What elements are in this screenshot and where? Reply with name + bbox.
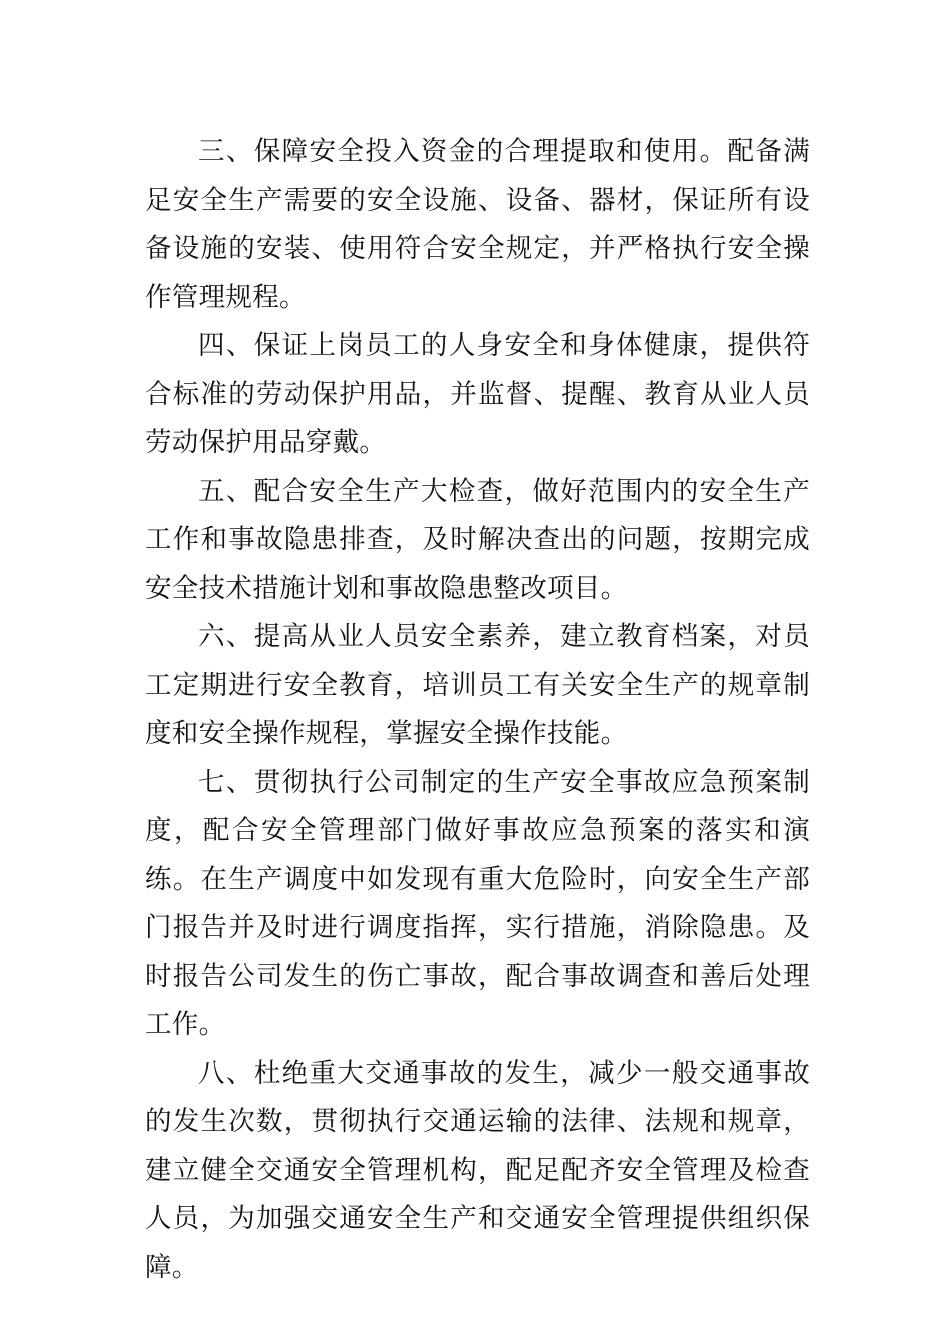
document-body xyxy=(145,128,810,1292)
paragraph-3: 三、保障安全投入资金的合理提取和使用。配备满足安全生产需要的安全设施、设备、器材，保证所有设备设施的安装、使用符合安全规定，并严格执行安全操作管理规程。 xyxy=(145,136,810,313)
paragraph-7: 七、贯彻执行公司制定的生产安全事故应急预案制度，配合安全管理部门做好事故应急预案的落实和演练。在生产调度中如发现有重大危险时，向安全生产部门报告并及时进行调度指挥，实行措施，消除隐患。及时报告公司发生的伤亡事故，配合事故调查和善后处理工作。 xyxy=(145,766,810,1040)
paragraph-6: 六、提高从业人员安全素养，建立教育档案，对员工定期进行安全教育，培训员工有关安全生产的规章制度和安全操作规程，掌握安全操作技能。 xyxy=(145,621,810,749)
paragraph-4: 四、保证上岗员工的人身安全和身体健康，提供符合标准的劳动保护用品，并监督、提醒、教育从业人员劳动保护用品穿戴。 xyxy=(145,330,810,458)
paragraph-5: 五、配合安全生产大检查，做好范围内的安全生产工作和事故隐患排查，及时解决查出的问题，按期完成安全技术措施计划和事故隐患整改项目。 xyxy=(145,475,810,604)
paragraph-8: 八、杜绝重大交通事故的发生，减少一般交通事故的发生次数，贯彻执行交通运输的法律、法规和规章，建立健全交通安全管理机构，配足配齐安全管理及检查人员，为加强交通安全生产和交通安全管理提供组织保障。 xyxy=(145,1057,810,1283)
